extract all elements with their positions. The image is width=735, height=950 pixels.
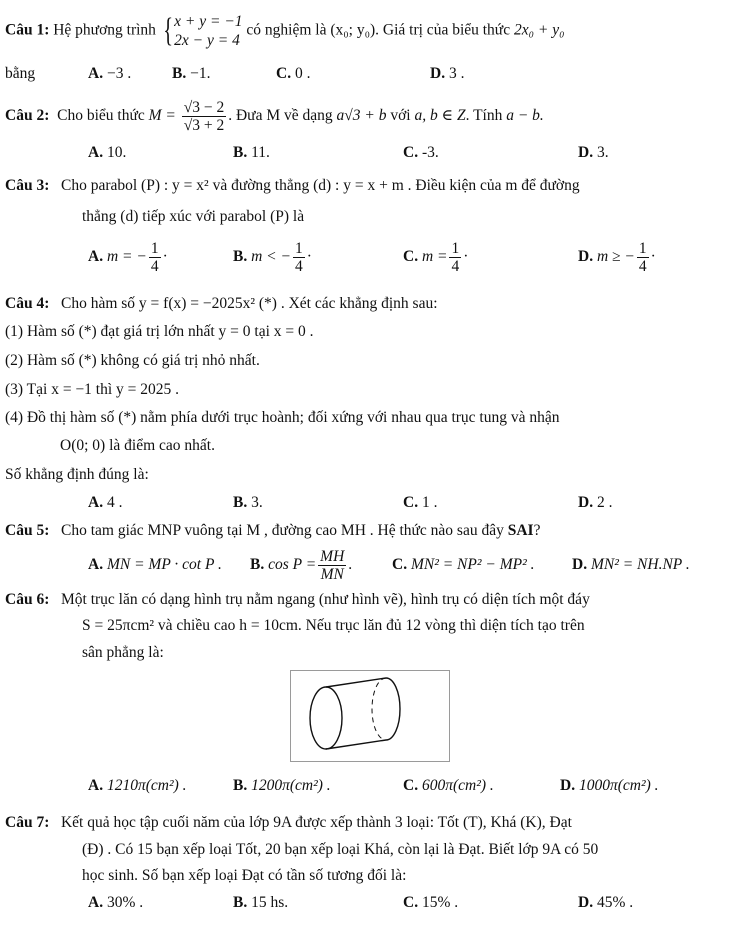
q3-option-a[interactable]: A. m = − $\frac{1}{4}$ · — [88, 240, 168, 275]
q6-option-c[interactable]: C. 600π(cm²) . — [403, 777, 494, 794]
q1-mid: có nghiệm là — [246, 21, 327, 39]
q5-line1c: ? — [533, 522, 541, 539]
q2-option-c[interactable]: C. -3. — [403, 144, 439, 161]
q2-tail1: . Đưa M về dạng — [228, 107, 333, 124]
q1-system — [174, 12, 242, 50]
q7-line2: (Đ) . Có 15 bạn xếp loại Tốt, 20 bạn xếp loại Khá, còn lại là Đạt. Biết lớp 9A có 50 — [82, 841, 599, 858]
q4-label: Câu 4: — [5, 295, 50, 312]
q5-option-a[interactable]: A. MN = MP · cot P . — [88, 556, 222, 573]
q2-with: với — [390, 107, 411, 124]
q4-line1: Cho hàm số y = f(x) = −2025x² (*) . Xét các khẳng định sau: — [60, 295, 438, 312]
q7-option-a[interactable]: A. 30% . — [88, 894, 144, 911]
q7-label: Câu 7: — [5, 814, 50, 831]
q5-option-b[interactable]: B. cos P = $\frac{MH}{MN}$ . — [250, 547, 353, 583]
q6-line3: sân phẳng là: — [82, 644, 164, 661]
q1-stem — [5, 12, 564, 50]
q3-option-b[interactable]: B. m < − $\frac{1}{4}$ · — [233, 240, 312, 275]
q2-label: Câu 2: — [5, 107, 50, 124]
q2-stem — [5, 98, 544, 134]
q5-sai: SAI — [507, 522, 534, 539]
q2-form: a√3 + b — [336, 107, 387, 124]
q7-stem — [5, 813, 572, 833]
q2-numerator: √3 − 2 — [183, 98, 225, 116]
q3-stem — [5, 176, 580, 196]
q6-option-a[interactable]: A. 1210π(cm²) . — [88, 777, 187, 794]
q3-line1: Cho parabol (P) : y = x² và đường thẳng (d) : y = x + m . Điều kiện của m để đường — [60, 177, 580, 194]
q5-option-c[interactable]: C. MN² = NP² − MP² . — [392, 556, 535, 573]
q2-denominator: √3 + 2 — [183, 116, 225, 134]
q4-option-a[interactable]: A. 4 . — [88, 494, 123, 511]
q1-expression: 2x₀ + y₀ — [513, 21, 565, 39]
q3-line2: thẳng (d) tiếp xúc với parabol (P) là — [82, 208, 305, 225]
q1-option-b[interactable]: B. −1. — [172, 65, 211, 82]
q7-option-b[interactable]: B. 15 hs. — [233, 894, 289, 911]
q2-option-d[interactable]: D. 3. — [578, 144, 609, 161]
q7-line3: học sinh. Số bạn xếp loại Đạt có tần số tương đối là: — [82, 867, 407, 884]
q6-option-d[interactable]: D. 1000π(cm²) . — [560, 777, 659, 794]
cylinder-roller-figure — [290, 670, 450, 762]
q4-option-d[interactable]: D. 2 . — [578, 494, 613, 511]
system-brace-icon: { — [163, 12, 173, 49]
q4-ask: Số khẳng định đúng là: — [5, 466, 149, 483]
q3-option-d[interactable]: D. m ≥ − $\frac{1}{4}$ · — [578, 240, 656, 275]
q6-stem — [5, 590, 590, 610]
q2-fraction — [182, 99, 227, 134]
q2-option-b[interactable]: B. 11. — [233, 144, 270, 161]
q4-statement-3: (3) Tại x = −1 thì y = 2025 . — [5, 381, 180, 398]
q1-label: Câu 1: — [5, 21, 50, 39]
q1-eq2: 2x − y = 4 — [174, 32, 240, 49]
q5-option-d[interactable]: D. MN² = NH.NP . — [572, 556, 690, 573]
q5-line1a: Cho tam giác MNP vuông tại M , đường cao MH . Hệ thức nào sau đây — [60, 522, 504, 539]
q1-option-a[interactable]: A. −3 . — [88, 65, 132, 82]
q7-option-d[interactable]: D. 45% . — [578, 894, 634, 911]
q4-statement-4a: (4) Đồ thị hàm số (*) nằm phía dưới trục hoành; đối xứng với nhau qua trục tung và nhận — [5, 409, 560, 426]
q2-ask: a − b. — [506, 107, 544, 124]
q7-option-c[interactable]: C. 15% . — [403, 894, 459, 911]
q1-intro: Hệ phương trình — [53, 21, 156, 39]
q2-option-a[interactable]: A. 10. — [88, 144, 127, 161]
q2-lhs: M = — [148, 107, 176, 124]
q7-line1: Kết quả học tập cuối năm của lớp 9A được xếp thành 3 loại: Tốt (T), Khá (K), Đạt — [60, 814, 572, 831]
q4-statement-1: (1) Hàm số (*) đạt giá trị lớn nhất y = 0 tại x = 0 . — [5, 323, 314, 340]
q3-option-c[interactable]: C. m = $\frac{1}{4}$ · — [403, 240, 469, 275]
q1-tail: . Giá trị của biểu thức — [375, 21, 511, 39]
q3-label: Câu 3: — [5, 177, 50, 194]
q1-cont: bằng — [5, 65, 36, 82]
q2-condition: a, b ∈ Z — [414, 107, 466, 124]
q4-statement-4b: O(0; 0) là điểm cao nhất. — [60, 437, 215, 454]
q6-line1: Một trục lăn có dạng hình trụ nằm ngang (như hình vẽ), hình trụ có diện tích một đáy — [60, 591, 590, 608]
q2-tail2: . Tính — [465, 107, 503, 124]
q1-option-d[interactable]: D. 3 . — [430, 65, 465, 82]
q6-line2: S = 25πcm² và chiều cao h = 10cm. Nếu trục lăn đủ 12 vòng thì diện tích tạo trên — [82, 617, 585, 634]
q4-option-b[interactable]: B. 3. — [233, 494, 263, 511]
q1-eq1: x + y = −1 — [174, 13, 243, 30]
q1-solution: (x₀; y₀) — [330, 21, 376, 39]
q5-label: Câu 5: — [5, 522, 50, 539]
q2-intro: Cho biểu thức — [57, 107, 145, 124]
q5-stem — [5, 521, 540, 541]
q1-option-c[interactable]: C. 0 . — [276, 65, 311, 82]
q6-label: Câu 6: — [5, 591, 50, 608]
figure-frame — [291, 671, 450, 762]
q6-option-b[interactable]: B. 1200π(cm²) . — [233, 777, 331, 794]
q4-stem — [5, 294, 438, 314]
q4-option-c[interactable]: C. 1 . — [403, 494, 438, 511]
q4-statement-2: (2) Hàm số (*) không có giá trị nhỏ nhất. — [5, 352, 260, 369]
